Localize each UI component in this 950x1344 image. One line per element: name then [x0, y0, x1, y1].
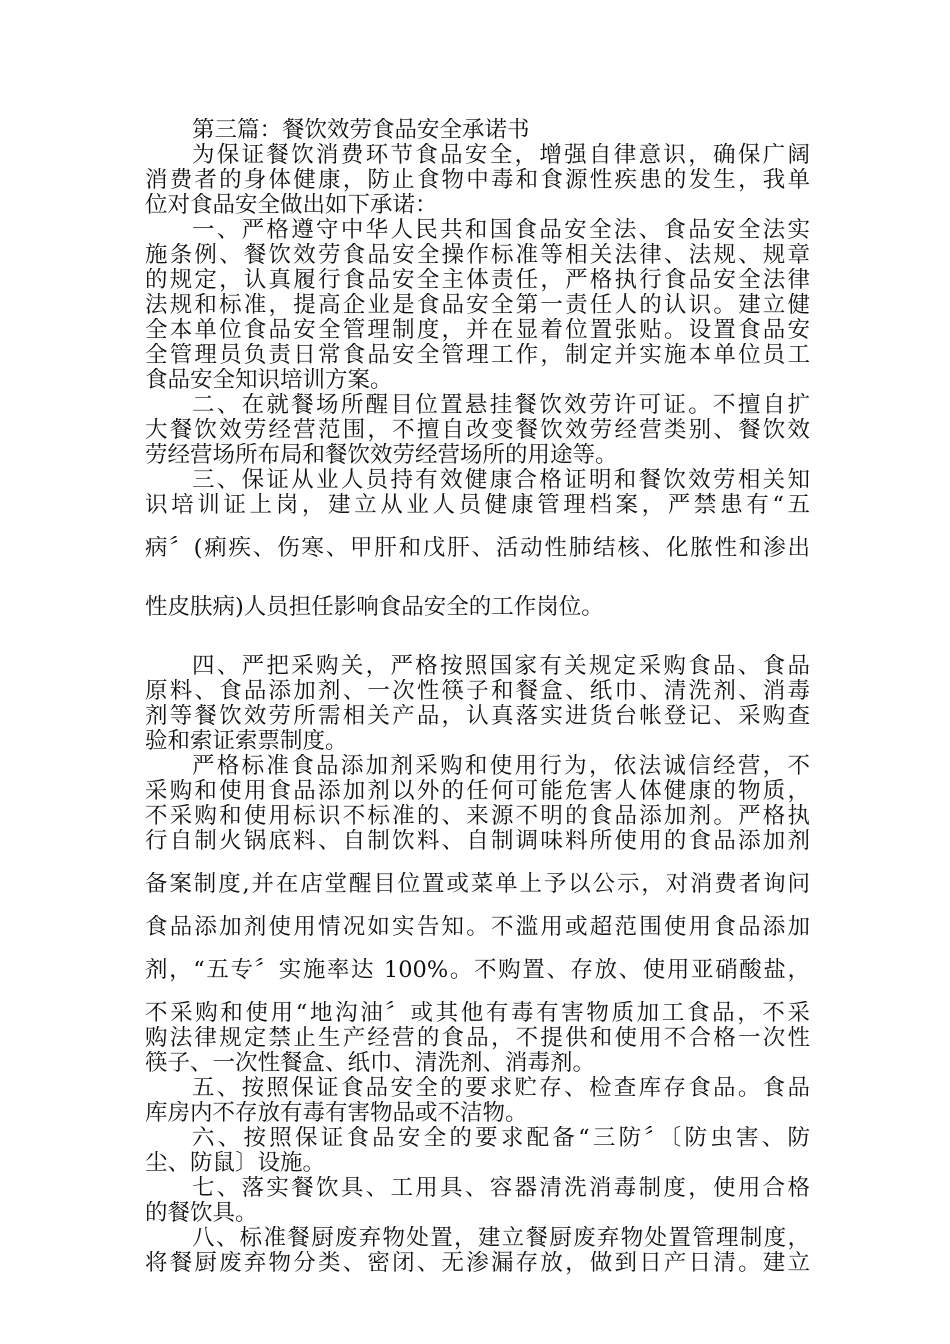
text-line: 大餐饮效劳经营范围，不擅自改变餐饮效劳经营类别、餐饮效	[145, 418, 810, 443]
text-line: 识培训证上岗，建立从业人员健康管理档案，严禁患有“五	[145, 493, 810, 518]
text-line: 筷子、一次性餐盒、纸巾、清洗剂、消毒剂。	[145, 1051, 596, 1076]
text-line: 尘、防鼠〕设施。	[145, 1151, 326, 1176]
text-line: 剂，“五专〞实施率达 100%。不购置、存放、使用亚硝酸盐，	[145, 958, 810, 983]
text-line: 采购和使用食品添加剂以外的任何可能危害人体健康的物质，	[145, 779, 810, 804]
text-line: 二、在就餐场所醒目位置悬挂餐饮效劳许可证。不擅自扩	[192, 393, 810, 418]
text-line: 三、保证从业人员持有效健康合格证明和餐饮效劳相关知	[192, 468, 810, 493]
text-line: 备案制度,并在店堂醒目位置或菜单上予以公示，对消费者询问	[145, 872, 810, 897]
text-line: 施条例、餐饮效劳食品安全操作标准等相关法律、法规、规章	[145, 243, 810, 268]
text-line: 不采购和使用标识不标准的、来源不明的食品添加剂。严格执	[145, 804, 810, 829]
text-line: 食品安全知识培训方案。	[145, 368, 393, 393]
text-line: 不采购和使用“地沟油〞或其他有毒有害物质加工食品，不采	[145, 1001, 810, 1026]
document-body	[145, 118, 810, 1276]
text-line: 将餐厨废弃物分类、密闭、无渗漏存放，做到日产日清。建立	[145, 1251, 810, 1276]
text-line: 法规和标准，提高企业是食品安全第一责任人的认识。建立健	[145, 293, 810, 318]
text-line: 病〞(痢疾、伤寒、甲肝和戊肝、活动性肺结核、化脓性和渗出	[145, 536, 810, 561]
text-line: 剂等餐饮效劳所需相关产品，认真落实进货台帐登记、采购查	[145, 704, 810, 729]
text-line: 全本单位食品安全管理制度，并在显着位置张贴。设置食品安	[145, 318, 810, 343]
text-line: 消费者的身体健康，防止食物中毒和食源性疾患的发生，我单	[145, 168, 810, 193]
text-line: 为保证餐饮消费环节食品安全，增强自律意识，确保广阔	[192, 143, 810, 168]
text-line: 一、严格遵守中华人民共和国食品安全法、食品安全法实	[192, 218, 810, 243]
document-title: 第三篇：餐饮效劳食品安全承诺书	[192, 118, 530, 143]
text-line: 验和索证索票制度。	[145, 729, 348, 754]
text-line: 的餐饮具。	[145, 1201, 258, 1226]
text-line: 六、按照保证食品安全的要求配备“三防〞〔防虫害、防	[192, 1126, 810, 1151]
text-line: 劳经营场所布局和餐饮效劳经营场所的用途等。	[145, 443, 618, 468]
text-line: 性皮肤病)人员担任影响食品安全的工作岗位。	[145, 595, 604, 620]
text-line: 全管理员负责日常食品安全管理工作，制定并实施本单位员工	[145, 343, 810, 368]
text-line: 严格标准食品添加剂采购和使用行为，依法诚信经营，不	[192, 754, 810, 779]
text-line: 食品添加剂使用情况如实告知。不滥用或超范围使用食品添加	[145, 915, 810, 940]
text-line: 库房内不存放有毒有害物品或不洁物。	[145, 1101, 528, 1126]
text-line: 八、标准餐厨废弃物处置，建立餐厨废弃物处置管理制度，	[192, 1226, 810, 1251]
text-line: 购法律规定禁止生产经营的食品，不提供和使用不合格一次性	[145, 1026, 810, 1051]
text-line: 七、落实餐饮具、工用具、容器清洗消毒制度，使用合格	[192, 1176, 810, 1201]
text-line: 位对食品安全做出如下承诺：	[145, 193, 438, 218]
text-line: 行自制火锅底料、自制饮料、自制调味料所使用的食品添加剂	[145, 829, 810, 854]
text-line: 四、严把采购关，严格按照国家有关规定采购食品、食品	[192, 654, 810, 679]
text-line: 原料、食品添加剂、一次性筷子和餐盒、纸巾、清洗剂、消毒	[145, 679, 810, 704]
text-line: 的规定，认真履行食品安全主体责任，严格执行食品安全法律	[145, 268, 810, 293]
text-line: 五、按照保证食品安全的要求贮存、检查库存食品。食品	[192, 1076, 810, 1101]
